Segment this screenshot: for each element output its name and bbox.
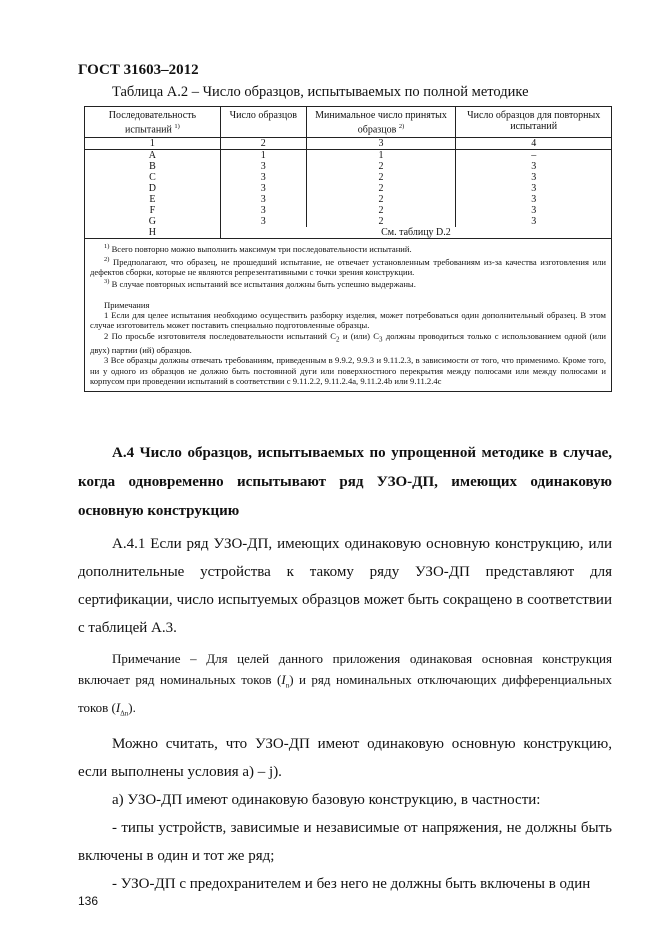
table-row [85,205,612,216]
cell-retest: 3 [456,194,612,205]
table-number-row [85,138,612,150]
table-row [85,150,612,162]
col-header-sequence: Последовательность испытаний $^{1)}$ [85,107,221,138]
section-heading: А.4 Число образцов, испытываемых по упрощенной методике в случае, когда одновременно испытывают ряд УЗО-ДП, имеющих одинаковую основную конструкцию [78,445,612,519]
cell-min: 2 [306,161,456,172]
cell-seq: H [85,227,221,239]
paragraph-dash-1: - типы устройств, зависимые и независимые от напряжения, не должны быть включены в один и тот же ряд; [78,820,612,865]
cell-samples: 3 [220,172,306,183]
cell-samples: 1 [220,150,306,162]
footnote: $^{2)}$ Предполагают, что образец, не прошедший испытание, не отвечает установленным требованиям из-за качества изготовления или дефектов сборки, которые не являются репрезентативными с точки зрения конструкции. [90,255,606,277]
table-caption: Таблица А.2 – Число образцов, испытываемых по полной методике [112,84,529,100]
paragraph-conditions: Можно считать, что УЗО-ДП имеют одинаковую основную конструкцию, если выполнены условия а) – j). [78,736,612,781]
cell-seq: D [85,183,221,194]
note-1: 1 Если для целее испытания необходимо осуществить разборку изделия, может потребоваться один дополнительный образец. В этом случае изготовитель может поставить специально подготовленные образцы. [90,309,606,331]
table-row [85,194,612,205]
main-text [78,439,612,898]
cell-seq: G [85,216,221,227]
table-notes [85,239,612,391]
cell-retest: 3 [456,172,612,183]
table-row [85,227,612,239]
cell-seq: C [85,172,221,183]
cell-retest: – [456,150,612,162]
col-header-retest: Число образцов для повторных испытаний [456,107,612,138]
cell-samples: 3 [220,205,306,216]
cell-retest: 3 [456,216,612,227]
table-row [85,183,612,194]
footnote: $^{3)}$ В случае повторных испытаний все испытания должны быть успешно выдержаны. [104,278,416,290]
cell-min: 2 [306,194,456,205]
table-notes-row [85,239,612,391]
col-header-min-accepted: Минимальное число принятых образцов $^{2)}$ [306,107,456,138]
paragraph-a41: А.4.1 Если ряд УЗО-ДП, имеющих одинаковую основную конструкцию, или дополнительные устройства к такому ряду УЗО-ДП представляют для сертификации, число испытуемых образцов может быть сокращено в соответствии с таблицей А.3. [78,536,612,636]
paragraph-a: а) УЗО-ДП имеют одинаковую базовую конструкцию, в частности: [112,792,541,809]
cell-samples: 3 [220,183,306,194]
cell-samples: 3 [220,161,306,172]
cell-samples: 3 [220,216,306,227]
cell-seq: E [85,194,221,205]
table-row [85,172,612,183]
note-paragraph: Примечание – Для целей данного приложения одинаковая основная конструкция включает ряд номинальных токов $(I_n)$ и ряд номинальных отключающих дифференциальных токов $(I_{\Delta n})$. [78,651,612,718]
cell-min: 2 [306,172,456,183]
note-2: 2 По просьбе изготовителя последовательности испытаний $С_2$ и (или) $С_3$ должны проводиться только с использованием одной (или двух) партии (ий) образцов. [90,330,606,355]
cell-retest: 3 [456,161,612,172]
cell-min: 2 [306,183,456,194]
cell-seq: F [85,205,221,216]
col-header-samples: Число образцов [220,107,306,138]
cell-min: 2 [306,216,456,227]
document-header: ГОСТ 31603–2012 [78,62,199,78]
note-3: 3 Все образцы должны отвечать требованиям, приведенным в 9.9.2, 9.9.3 и 9.11.2.3, в зависимости от того, что применимо. Кроме того, ни у одного из образцов не должно быть постоянной дуги или поверхностного перекрытия между полюсами или между полюсами и корпусом при проведении испытаний в соответствии с 9.11.2.2, 9.11.2.4а, 9.11.2.4b или 9.11.2.4с [90,355,606,387]
samples-table [84,106,612,392]
notes-title: Примечания [104,299,150,310]
footnote: $^{1)}$ Всего повторно можно выполнить максимум три последовательности испытаний. [104,243,412,255]
cell-min: 2 [306,205,456,216]
cell-min: 1 [306,150,456,162]
cell-seq: B [85,161,221,172]
cell-seq: A [85,150,221,162]
col-number: 3 [306,138,456,150]
col-number: 4 [456,138,612,150]
cell-retest: 3 [456,183,612,194]
table-header-row [85,107,612,138]
cell-reference: См. таблицу D.2 [220,227,611,239]
paragraph-dash-2: - УЗО-ДП с предохранителем и без него не должны быть включены в один [112,876,591,893]
cell-retest: 3 [456,205,612,216]
page-number: 136 [78,894,99,908]
cell-samples: 3 [220,194,306,205]
table-row [85,216,612,227]
col-number: 2 [220,138,306,150]
col-number: 1 [85,138,221,150]
table-row [85,161,612,172]
